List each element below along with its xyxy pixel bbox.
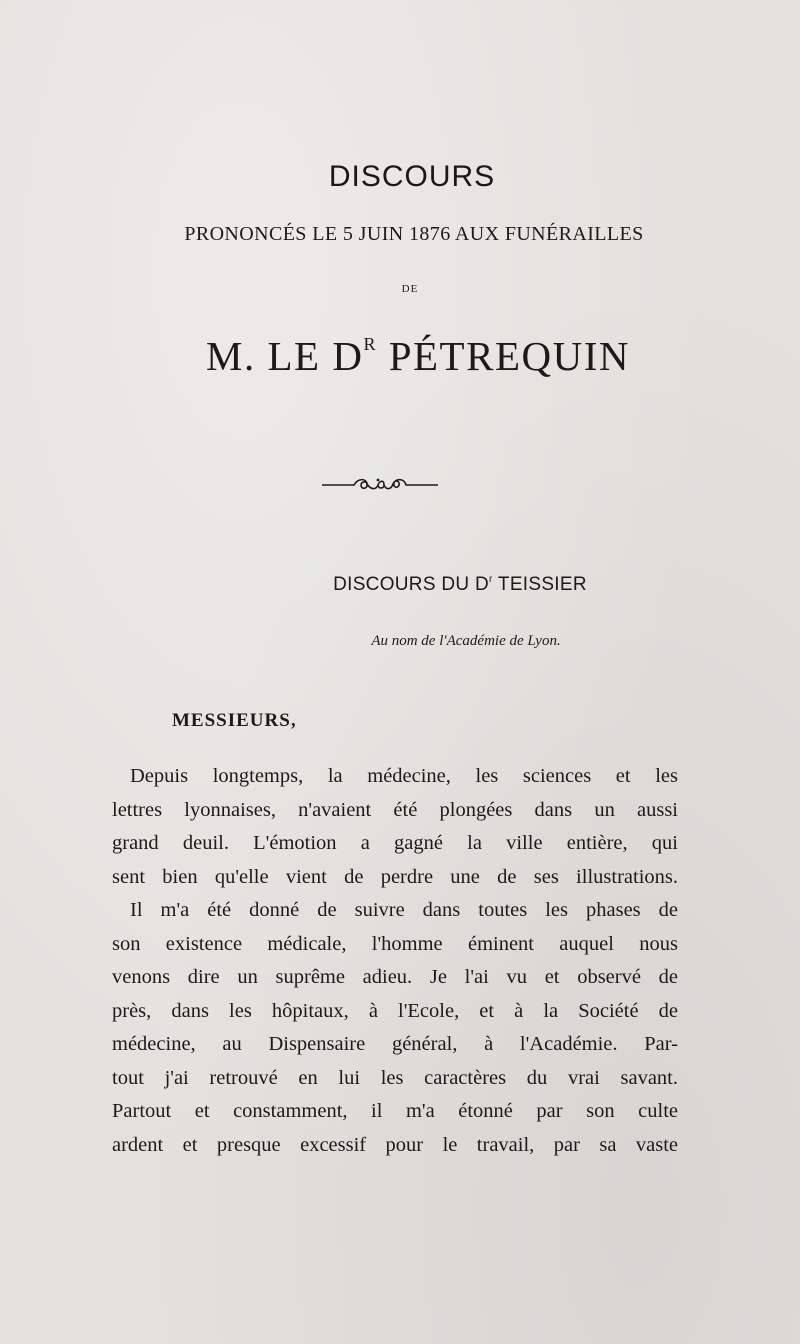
page-title: DISCOURS	[328, 160, 496, 193]
body-line: venons dire un suprême adieu. Je l'ai vu et observé de	[112, 966, 678, 988]
speech-title-superscript: r	[489, 574, 493, 585]
body-line: Il m'a été donné de suivre dans toutes les phases de	[130, 899, 678, 921]
page-subtitle: PRONONCÉS LE 5 JUIN 1876 AUX FUNÉRAILLES	[184, 223, 644, 245]
body-text	[112, 760, 678, 1162]
body-line: tout j'ai retrouvé en lui les caractères du vrai savant.	[112, 1066, 678, 1089]
body-line: sent bien qu'elle vient de perdre une de ses illustrations.	[112, 865, 678, 888]
body-line: ardent et presque excessif pour le travail, par sa vaste	[112, 1133, 678, 1156]
name-superscript: R	[363, 334, 377, 354]
body-line: grand deuil. L'émotion a gagné la ville entière, qui	[112, 832, 678, 854]
speech-title-suffix: TEISSIER	[492, 574, 587, 595]
salutation: MESSIEURS,	[172, 710, 297, 731]
name-prefix: M. LE D	[206, 333, 364, 379]
body-line: près, dans les hôpitaux, à l'Ecole, et à la Société de	[112, 999, 678, 1022]
body-line: médecine, au Dispensaire général, à l'Académie. Par-	[112, 1033, 678, 1055]
speech-title-prefix: DISCOURS DU D	[333, 574, 490, 595]
speech-title	[0, 574, 800, 596]
speech-subtitle: Au nom de l'Académie de Lyon.	[371, 633, 561, 649]
title-connector: DE	[401, 283, 419, 295]
body-line: Depuis longtemps, la médecine, les sciences et les	[130, 765, 678, 787]
deceased-name	[0, 332, 800, 380]
ornament-divider-icon	[320, 474, 440, 494]
body-line: lettres lyonnaises, n'avaient été plongées dans un aussi	[112, 798, 678, 821]
body-line: Partout et constamment, il m'a étonné par son culte	[112, 1100, 678, 1122]
body-line: son existence médicale, l'homme éminent auquel nous	[112, 932, 678, 955]
name-suffix: PÉTREQUIN	[376, 333, 630, 379]
